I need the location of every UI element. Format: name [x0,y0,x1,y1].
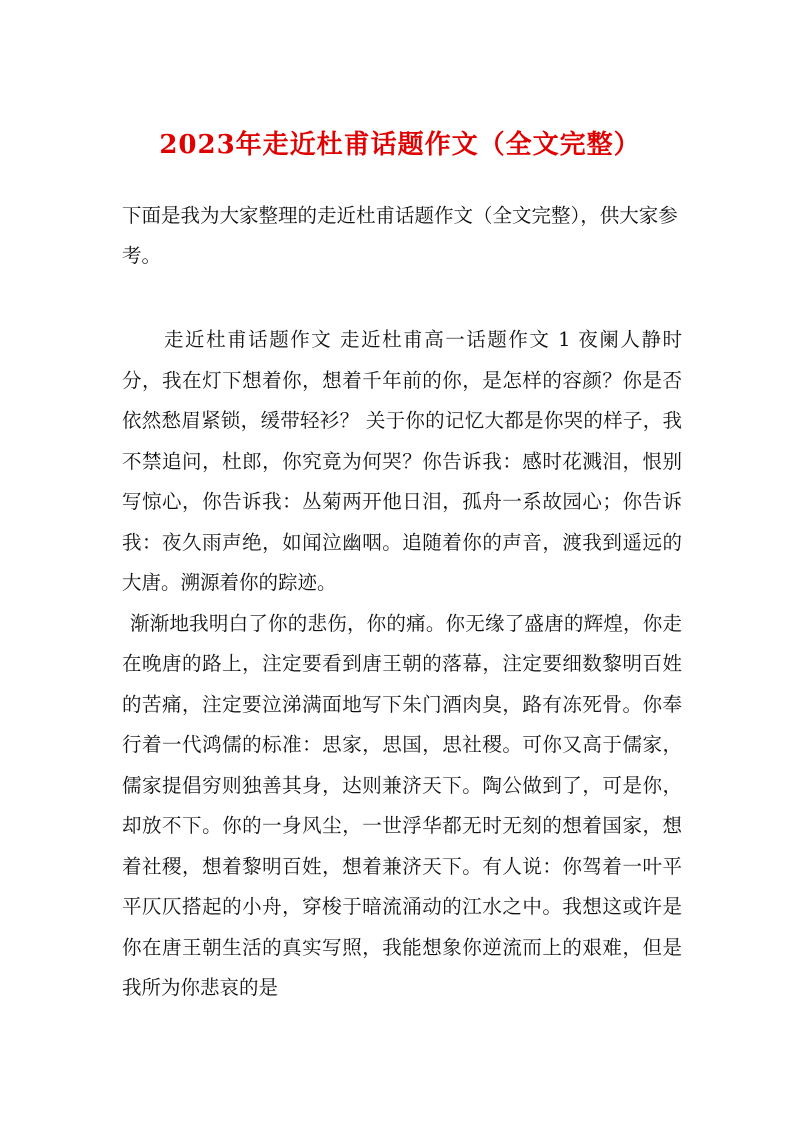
document-title: 2023年走近杜甫话题作文（全文完整） [159,130,641,160]
body-paragraph: 渐渐地我明白了你的悲伤，你的痛。你无缘了盛唐的辉煌，你走在晚唐的路上，注定要看到唐王朝的落幕，注定要细数黎明百姓的苦痛，注定要泣涕满面地写下朱门酒肉臭，路有冻死骨。你奉行着一代鸿儒的标准：思家，思国，思社稷。可你又高于儒家，儒家提倡穷则独善其身，达则兼济天下。陶公做到了，可是你，却放不下。你的一身风尘，一世浮华都无时无刻的想着国家，想着社稷，想着黎明百姓，想着兼济天下。有人说：你驾着一叶平平仄仄搭起的小舟，穿梭于暗流涌动的江水之中。我想这或许是你在唐王朝生活的真实写照，我能想象你逆流而上的艰难，但是我所为你悲哀的是 [122,611,682,999]
intro-paragraph: 下面是我为大家整理的走近杜甫话题作文（全文完整），供大家参考。 [122,204,678,267]
body-paragraph: 走近杜甫话题作文 走近杜甫高一话题作文 1 夜阑人静时分，我在灯下想着你，想着千年前的你，是怎样的容颜？你是否依然愁眉紧锁，缓带轻衫？ 关于你的记忆大都是你哭的样子，我不禁追问，杜郎，你究竟为何哭？你告诉我：感时花溅泪，恨别写惊心，你告诉我：丛菊两开他日泪，孤舟一系故园心；你告诉我：夜久雨声绝，如闻泣幽咽。追随着你的声音，渡我到遥远的大唐。溯源着你的踪迹。 [122,328,682,594]
article-body [122,320,682,1009]
